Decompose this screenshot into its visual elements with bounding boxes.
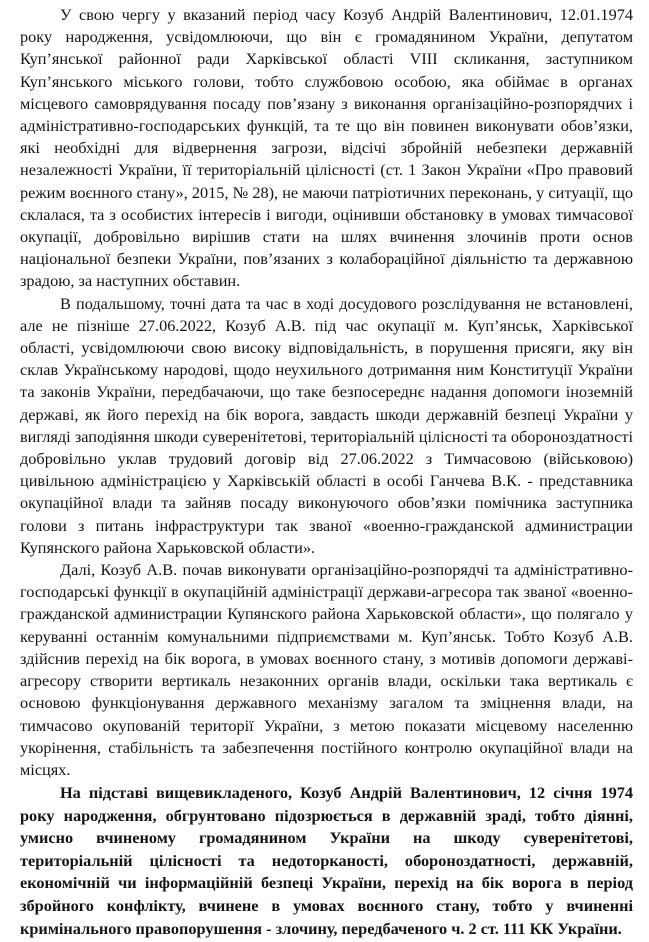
paragraph-circumstances: У свою чергу у вказаний період часу Козуб Андрій Валентинович, 12.01.1974 року народження, усвідомлюючи, що він є громадянином України, депутатом Куп’янської районної ради Харківської області VIII скликання, заступником Куп’янського міського голови, тобто службовою особою, яка обіймає в органах місцевого самоврядування посаду пов’язану з виконання організаційно-розпорядчих і адміністративно-господарських функцій, та те що він повинен виконувати обов’язки, які необхідні для відвернення загрози, відсічі збройній небезпеки державній незалежності України, її територіальній цілісності (ст. 1 Закон України «Про правовий режим воєнного стану», 2015, № 28), не маючи патріотичних переконань, у ситуації, що склалася, та з особистих інтересів і вигоди, оцінивши обстановку в умовах тимчасової окупації, добровільно вирішив стати на шлях вчинення злочинів проти основ національної безпеки України, пов’язаних з колабораційної діяльністю та державною зрадою, за наступних обставин. bbox=[20, 5, 633, 291]
paragraph-functions: Далі, Козуб А.В. почав виконувати організаційно-розпорядчі та адміністративно-господарські функції в окупаційній адміністрації держави-агресора так званої «военно-гражданской администрации Купянского района Харьковской области», що полягало у керуванні останнім комунальними підприємствами м. Куп’янськ. Тобто Козуб А.В. здійснив перехід на бік ворога, в умовах воєнного стану, з мотивів допомоги державі-агресору створити вертикаль незаконних органів влади, оскільки така вертикаль є основою функціонування державного механізму загалом та зміцнення влади, на тимчасово окупованій території України, з метою показати місцевому населенню укорінення, стабільність та забезпечення постійного контролю окупаційної влади на місцях. bbox=[20, 560, 633, 779]
paragraph-suspicion: На підставі вищевикладеного, Козуб Андрій Валентинович, 12 січня 1974 року народження, обгрунтовано підозрюється в державній зраді, тобто діянні, умисно вчиненому громадянином України на шкоду суверенітетові, територіальній цілісності та недоторканості, обороноздатності, державній, економічній чи інформаційній безпеці України, перехід на бік ворога в період збройного конфлікту, вчинене в умовах воєнного стану, тобто у вчиненні кримінального правопорушення - злочину, передбаченого ч. 2 ст. 111 КК України. bbox=[20, 783, 633, 938]
paragraph-contract: В подальшому, точні дата та час в ході досудового розслідування не встановлені, але не пізніше 27.06.2022, Козуб А.В. під час окупації м. Куп’янськ, Харківської області, усвідомлюючи свою високу відповідальність, в порушення присяги, яку він склав Українському народові, щодо неухильного дотримання ним Конституції України та законів України, передбачаючи, що таке безпосереднє надання допомоги іноземній державі, як його перехід на бік ворога, завдасть шкоди державній безпеці України у вигляді заподіяння шкоди суверенітетові, територіальній цілісності та обороноздатності добровільно уклав трудовий договір від 27.06.2022 з Тимчасовою (військовою) цивільною адміністрацією у Харківській області в особі Ганчева В.К. - представника окупаційної влади та зайняв посаду виконуючого обов’язки помічника заступника голови з питань інфраструктури так званої «военно-гражданской администрации Купянского района Харьковской области». bbox=[20, 293, 633, 557]
